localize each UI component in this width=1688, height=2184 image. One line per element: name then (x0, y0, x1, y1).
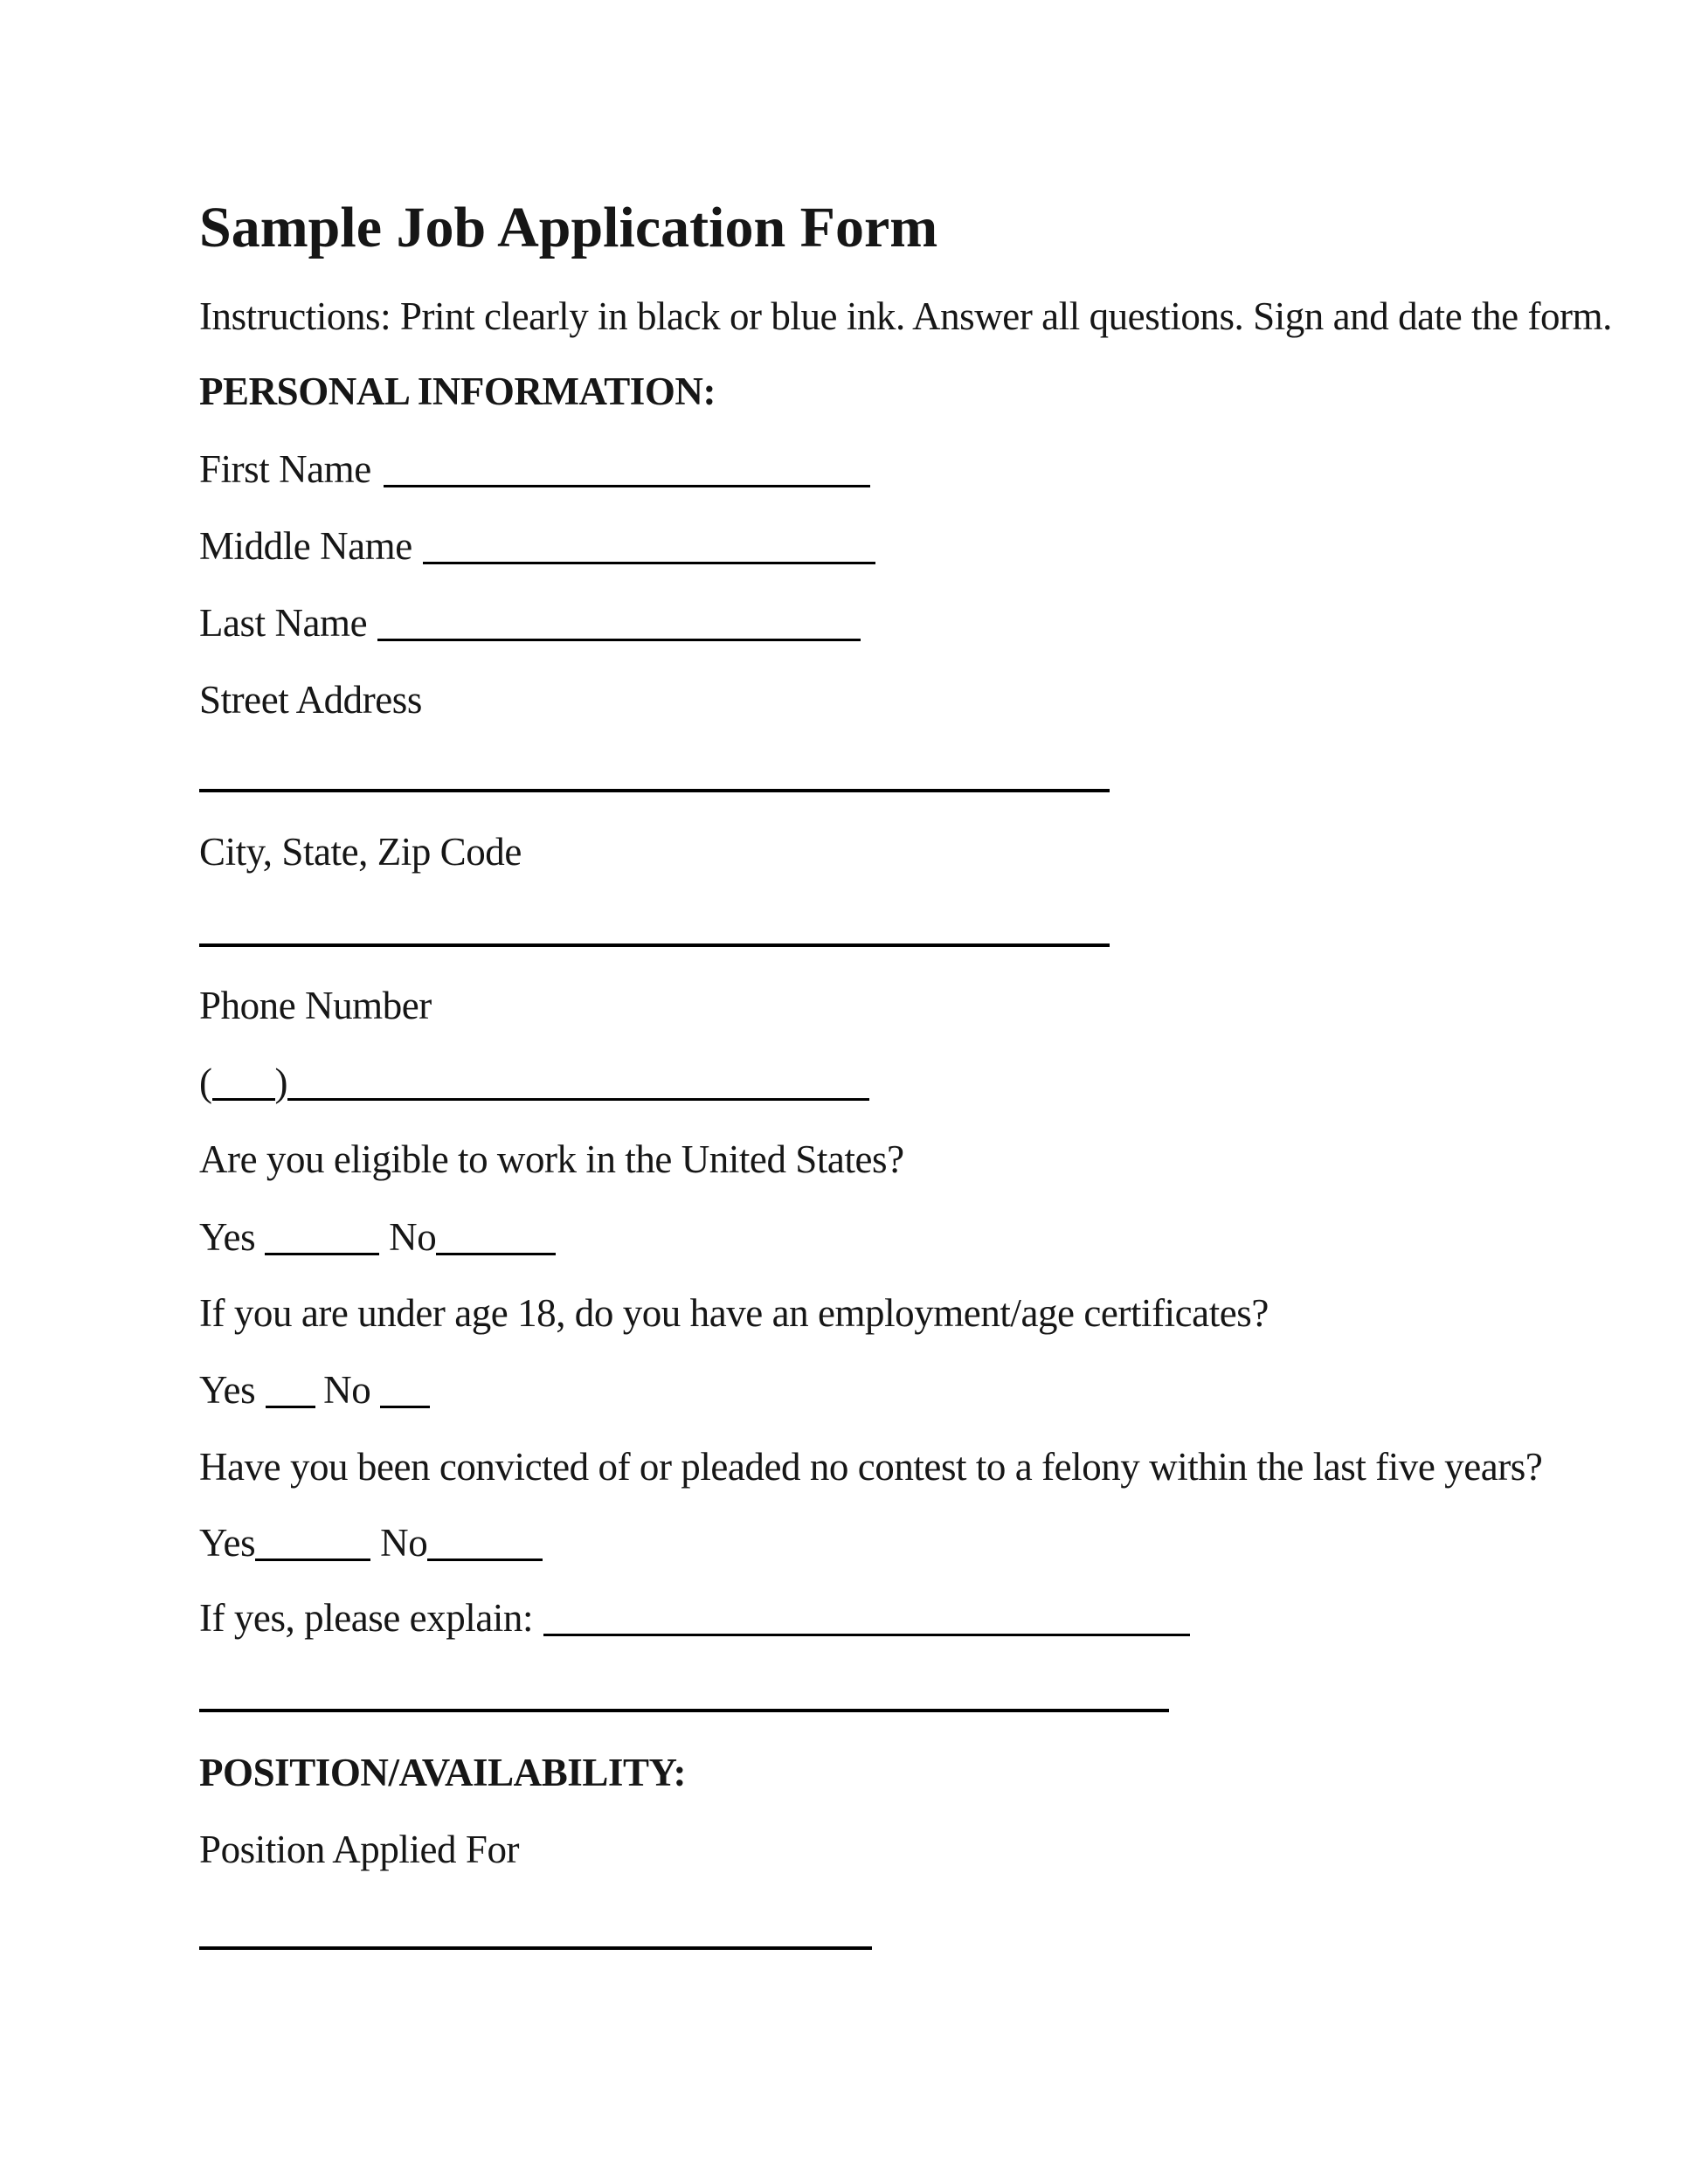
eligible-yes-no-row (199, 1215, 556, 1259)
felony-yes-no-row (199, 1521, 543, 1565)
phone-open-paren: ( (199, 1061, 212, 1104)
last-name-input-line[interactable] (377, 609, 861, 641)
phone-number-label: Phone Number (199, 984, 432, 1027)
street-address-input-line[interactable] (199, 789, 1110, 792)
position-applied-label: Position Applied For (199, 1828, 520, 1871)
eligible-yes-checkline[interactable] (265, 1223, 379, 1255)
eligible-question: Are you eligible to work in the United States? (199, 1137, 904, 1181)
eligible-yes-label: Yes (199, 1215, 256, 1259)
first-name-label: First Name (199, 447, 371, 491)
under18-question: If you are under age 18, do you have an employment/age certificates? (199, 1291, 1269, 1335)
felony-no-checkline[interactable] (427, 1529, 543, 1561)
under18-yes-checkline[interactable] (266, 1376, 315, 1408)
city-state-zip-label: City, State, Zip Code (199, 830, 522, 874)
under18-no-checkline[interactable] (380, 1376, 430, 1408)
last-name-row (199, 601, 861, 645)
phone-area-code-input-line[interactable] (212, 1068, 275, 1101)
explain-row (199, 1596, 1190, 1640)
phone-close-paren: ) (274, 1061, 288, 1104)
middle-name-row (199, 524, 875, 568)
middle-name-label: Middle Name (199, 524, 412, 568)
street-address-label: Street Address (199, 678, 422, 722)
under18-yes-no-row (199, 1368, 430, 1412)
middle-name-input-line[interactable] (423, 532, 875, 564)
city-state-zip-input-line[interactable] (199, 943, 1110, 947)
explain-label: If yes, please explain: (199, 1596, 533, 1640)
phone-number-row (199, 1063, 869, 1102)
last-name-label: Last Name (199, 601, 368, 645)
position-applied-input-line[interactable] (199, 1946, 872, 1950)
section-header-position-availability: POSITION/AVAILABILITY: (199, 1751, 686, 1794)
felony-no-label: No (380, 1521, 428, 1565)
under18-no-label: No (323, 1368, 371, 1412)
felony-yes-label: Yes (199, 1521, 256, 1565)
first-name-input-line[interactable] (384, 455, 870, 487)
explain-input-line-2[interactable] (199, 1709, 1169, 1712)
instructions-text: Instructions: Print clearly in black or blue ink. Answer all questions. Sign and date the form. (199, 294, 1612, 338)
eligible-no-label: No (389, 1215, 437, 1259)
first-name-row (199, 447, 870, 491)
phone-number-input-line[interactable] (287, 1068, 869, 1101)
form-title: Sample Job Application Form (199, 196, 938, 259)
eligible-no-checkline[interactable] (436, 1223, 556, 1255)
explain-input-line-1[interactable] (543, 1604, 1190, 1636)
under18-yes-label: Yes (199, 1368, 256, 1412)
felony-question: Have you been convicted of or pleaded no contest to a felony within the last five years? (199, 1445, 1543, 1489)
section-header-personal-information: PERSONAL INFORMATION: (199, 370, 716, 413)
felony-yes-checkline[interactable] (255, 1529, 370, 1561)
